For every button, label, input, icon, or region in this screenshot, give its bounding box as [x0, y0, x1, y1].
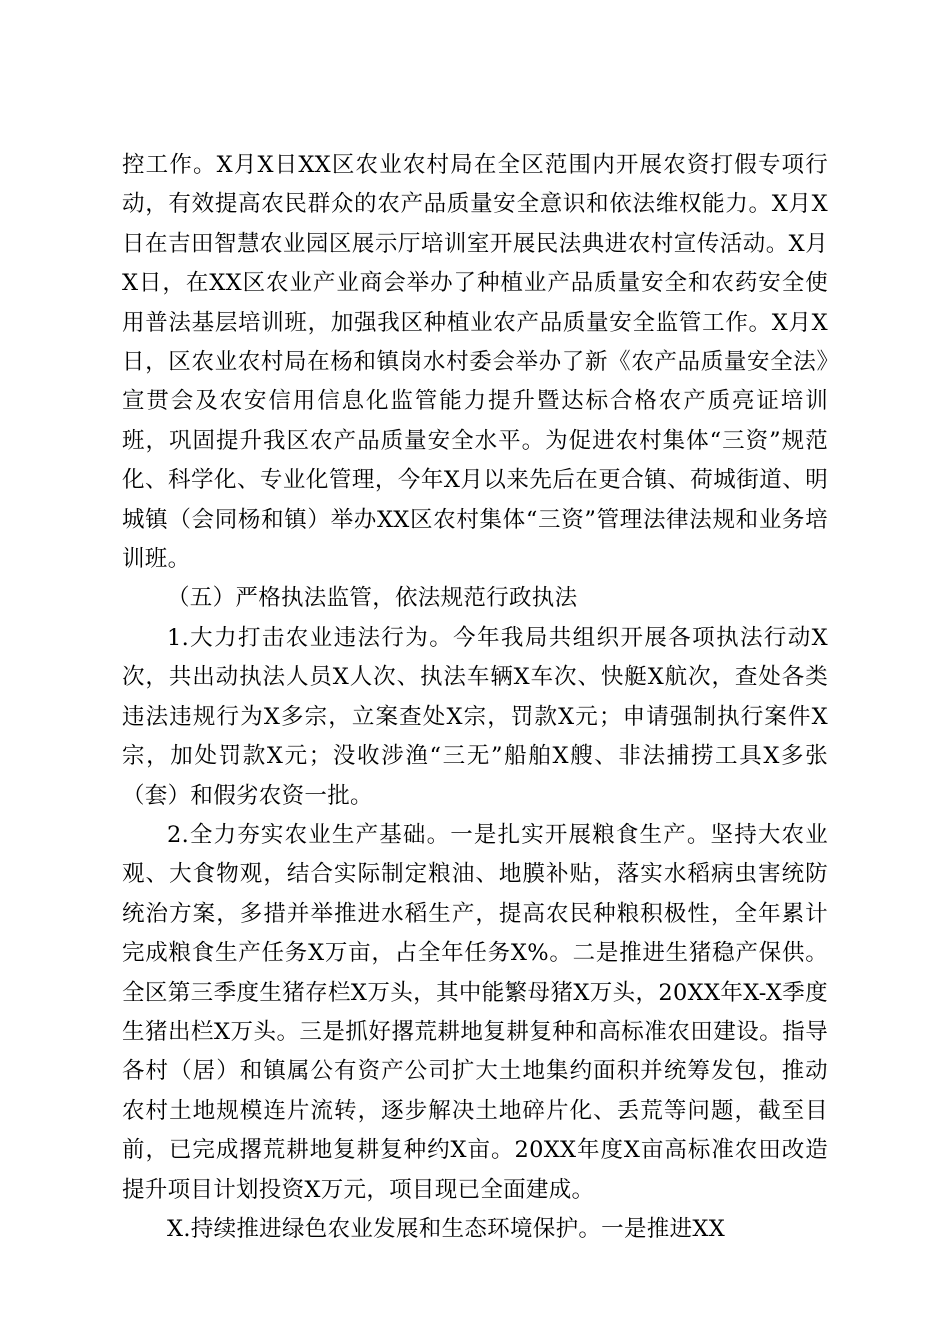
document-body	[122, 146, 828, 1249]
paragraph-continuation: 控工作。X月X日XX区农业农村局在全区范围内开展农资打假专项行动，有效提高农民群众的农产品质量安全意识和依法维权能力。X月X日在吉田智慧农业园区展示厅培训室开展民法典进农村宣传活动。X月X日，在XX区农业产业商会举办了种植业产品质量安全和农药安全使用普法基层培训班，加强我区种植业农产品质量安全监管工作。X月X日，区农业农村局在杨和镇岗水村委会举办了新《农产品质量安全法》宣贯会及农安信用信息化监管能力提升暨达标合格农产质亮证培训班，巩固提升我区农产品质量安全水平。为促进农村集体“三资”规范化、科学化、专业化管理，今年X月以来先后在更合镇、荷城街道、明城镇（会同杨和镇）举办XX区农村集体“三资”管理法律法规和业务培训班。	[122, 152, 828, 573]
section-heading: （五）严格执法监管，依法规范行政执法	[167, 585, 578, 612]
paragraph-item-1: 1.大力打击农业违法行为。今年我局共组织开展各项执法行动X次，共出动执法人员X人次、执法车辆X车次、快艇X航次，查处各类违法违规行为X多宗，立案查处X宗，罚款X元；申请强制执行案件X宗，加处罚款X元；没收涉渔“三无”船舶X艘、非法捕捞工具X多张（套）和假劣农资一批。	[122, 624, 828, 809]
paragraph-item-2: 2.全力夯实农业生产基础。一是扎实开展粮食生产。坚持大农业观、大食物观，结合实际制定粮油、地膜补贴，落实水稻病虫害统防统治方案，多措并举推进水稻生产，提高农民种粮积极性，全年累计完成粮食生产任务X万亩，占全年任务X%。二是推进生猪稳产保供。全区第三季度生猪存栏X万头，其中能繁母猪X万头，20XX年X-X季度生猪出栏X万头。三是抓好撂荒耕地复耕复种和高标准农田建设。指导各村（居）和镇属公有资产公司扩大土地集约面积并统筹发包，推动农村土地规模连片流转，逐步解决土地碎片化、丢荒等问题，截至目前，已完成撂荒耕地复耕复种约X亩。20XX年度X亩高标准农田改造提升项目计划投资X万元，项目现已全面建成。	[122, 821, 828, 1203]
paragraph-item-x: X.持续推进绿色农业发展和生态环境保护。一是推进XX	[167, 1215, 726, 1242]
